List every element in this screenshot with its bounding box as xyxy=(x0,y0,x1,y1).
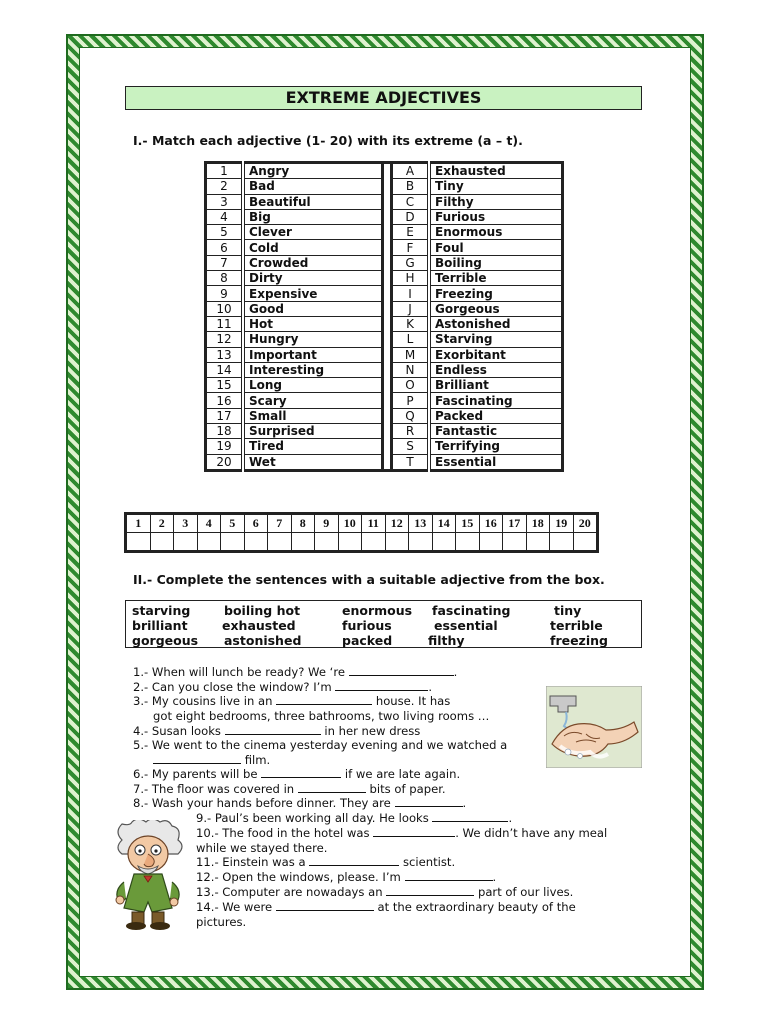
answer-grid-cell[interactable] xyxy=(150,533,174,552)
adjective-number: 20 xyxy=(206,454,244,470)
extreme-word: Enormous xyxy=(429,225,563,240)
extreme-word: Fascinating xyxy=(429,393,563,408)
extreme-word: Terrifying xyxy=(429,439,563,454)
matching-table xyxy=(204,161,564,472)
answer-grid-number: 12 xyxy=(385,514,409,533)
column-divider xyxy=(383,439,392,454)
word-box-item: filthy xyxy=(428,633,465,648)
column-divider xyxy=(383,424,392,439)
answer-blank[interactable] xyxy=(153,753,241,764)
extreme-word: Exorbitant xyxy=(429,347,563,362)
column-divider xyxy=(383,408,392,423)
matching-row xyxy=(206,408,563,423)
column-divider xyxy=(383,301,392,316)
adjective-number: 2 xyxy=(206,179,244,194)
extreme-word: Foul xyxy=(429,240,563,255)
matching-row xyxy=(206,209,563,224)
answer-blank[interactable] xyxy=(225,724,321,735)
sentence-1: 1.- When will lunch be ready? We ‘re . xyxy=(133,665,458,679)
answer-grid-cell[interactable] xyxy=(221,533,245,552)
answer-grid-cell[interactable] xyxy=(268,533,292,552)
word-box-item: starving xyxy=(132,603,191,618)
adjective-number: 14 xyxy=(206,362,244,377)
answer-grid-number: 10 xyxy=(338,514,362,533)
matching-row xyxy=(206,225,563,240)
answer-grid-number: 2 xyxy=(150,514,174,533)
adjective-number: 9 xyxy=(206,286,244,301)
adjective-number: 18 xyxy=(206,424,244,439)
answer-grid-number: 1 xyxy=(126,514,151,533)
extreme-letter: I xyxy=(392,286,430,301)
answer-grid-cell[interactable] xyxy=(291,533,315,552)
extreme-word: Gorgeous xyxy=(429,301,563,316)
answer-grid-number: 17 xyxy=(503,514,527,533)
column-divider xyxy=(383,362,392,377)
sentence-2: 2.- Can you close the window? I’m . xyxy=(133,680,433,694)
answer-grid-cell[interactable] xyxy=(503,533,527,552)
adjective-word: Tired xyxy=(243,439,383,454)
extreme-letter: C xyxy=(392,194,430,209)
adjective-word: Important xyxy=(243,347,383,362)
answer-grid-number: 4 xyxy=(197,514,221,533)
answer-blank[interactable] xyxy=(309,855,399,866)
answer-grid-number: 5 xyxy=(221,514,245,533)
adjective-word: Hungry xyxy=(243,332,383,347)
extreme-letter: T xyxy=(392,454,430,470)
extreme-letter: H xyxy=(392,271,430,286)
sentence-5: 5.- We went to the cinema yesterday evening and we watched a xyxy=(133,738,508,752)
extreme-word: Brilliant xyxy=(429,378,563,393)
column-divider xyxy=(383,209,392,224)
extreme-word: Starving xyxy=(429,332,563,347)
column-divider xyxy=(383,179,392,194)
extreme-letter: J xyxy=(392,301,430,316)
extreme-word: Fantastic xyxy=(429,424,563,439)
adjective-word: Dirty xyxy=(243,271,383,286)
adjective-word: Long xyxy=(243,378,383,393)
extreme-word: Freezing xyxy=(429,286,563,301)
answer-grid-number: 6 xyxy=(244,514,268,533)
matching-row xyxy=(206,362,563,377)
sentence-13: 13.- Computer are nowadays an part of our lives. xyxy=(196,885,574,899)
column-divider xyxy=(383,255,392,270)
adjective-word: Good xyxy=(243,301,383,316)
matching-row xyxy=(206,255,563,270)
adjective-word: Cold xyxy=(243,240,383,255)
sentence-10-continued: while we stayed there. xyxy=(196,841,328,855)
adjective-number: 5 xyxy=(206,225,244,240)
column-divider xyxy=(383,240,392,255)
column-divider xyxy=(383,163,392,179)
sentence-4: 4.- Susan looks in her new dress xyxy=(133,724,421,738)
matching-row xyxy=(206,163,563,179)
answer-grid-number: 14 xyxy=(432,514,456,533)
answer-grid-number: 11 xyxy=(362,514,386,533)
answer-grid-number: 13 xyxy=(409,514,433,533)
answer-grid-number: 9 xyxy=(315,514,339,533)
matching-row xyxy=(206,332,563,347)
matching-row xyxy=(206,393,563,408)
column-divider xyxy=(383,271,392,286)
adjective-number: 8 xyxy=(206,271,244,286)
answer-blank[interactable] xyxy=(298,782,366,793)
extreme-letter: D xyxy=(392,209,430,224)
answer-blank[interactable] xyxy=(373,826,455,837)
sentence-7: 7.- The floor was covered in bits of paper. xyxy=(133,782,446,796)
extreme-word: Astonished xyxy=(429,316,563,331)
column-divider xyxy=(383,316,392,331)
extreme-letter: N xyxy=(392,362,430,377)
answer-blank[interactable] xyxy=(405,870,493,881)
answer-grid-number: 20 xyxy=(573,514,598,533)
answer-grid-cell[interactable] xyxy=(432,533,456,552)
extreme-letter: M xyxy=(392,347,430,362)
extreme-word: Endless xyxy=(429,362,563,377)
answer-grid-cell[interactable] xyxy=(526,533,550,552)
adjective-number: 3 xyxy=(206,194,244,209)
adjective-word: Bad xyxy=(243,179,383,194)
extreme-word: Exhausted xyxy=(429,163,563,179)
extreme-letter: Q xyxy=(392,408,430,423)
sentence-6: 6.- My parents will be if we are late again. xyxy=(133,767,461,781)
answer-blank[interactable] xyxy=(335,680,428,691)
extreme-letter: G xyxy=(392,255,430,270)
matching-row xyxy=(206,301,563,316)
answer-grid-number: 15 xyxy=(456,514,480,533)
word-box-item: fascinating xyxy=(432,603,511,618)
adjective-number: 11 xyxy=(206,316,244,331)
answer-grid-cell[interactable] xyxy=(362,533,386,552)
einstein-cartoon-illustration xyxy=(110,820,188,932)
adjective-number: 10 xyxy=(206,301,244,316)
extreme-word: Tiny xyxy=(429,179,563,194)
column-divider xyxy=(383,194,392,209)
answer-grid-cell[interactable] xyxy=(573,533,598,552)
extreme-letter: B xyxy=(392,179,430,194)
adjective-number: 16 xyxy=(206,393,244,408)
answer-grid-cell[interactable] xyxy=(174,533,198,552)
adjective-number: 7 xyxy=(206,255,244,270)
answer-grid-number: 19 xyxy=(550,514,574,533)
word-box-item: exhausted xyxy=(222,618,296,633)
column-divider xyxy=(383,378,392,393)
adjective-number: 4 xyxy=(206,209,244,224)
answer-blank[interactable] xyxy=(432,811,508,822)
matching-row xyxy=(206,378,563,393)
column-divider xyxy=(383,225,392,240)
adjective-number: 12 xyxy=(206,332,244,347)
word-box-item: gorgeous xyxy=(132,633,199,648)
matching-row xyxy=(206,286,563,301)
word-box-item: enormous xyxy=(342,603,413,618)
sentence-14: 14.- We were at the extraordinary beauty of the xyxy=(196,900,576,914)
extreme-word: Furious xyxy=(429,209,563,224)
word-box-item: brilliant xyxy=(132,618,188,633)
word-box xyxy=(125,600,642,648)
answer-grid-cell[interactable] xyxy=(315,533,339,552)
adjective-number: 17 xyxy=(206,408,244,423)
extreme-word: Essential xyxy=(429,454,563,470)
word-box-item: freezing xyxy=(550,633,608,648)
adjective-word: Expensive xyxy=(243,286,383,301)
adjective-word: Hot xyxy=(243,316,383,331)
adjective-number: 15 xyxy=(206,378,244,393)
hand-washing-illustration xyxy=(546,686,642,768)
answer-blank[interactable] xyxy=(276,694,372,705)
answer-grid-cell[interactable] xyxy=(244,533,268,552)
sentence-3-continued: got eight bedrooms, three bathrooms, two living rooms … xyxy=(153,709,490,723)
column-divider xyxy=(383,393,392,408)
adjective-word: Surprised xyxy=(243,424,383,439)
extreme-word: Packed xyxy=(429,408,563,423)
answer-grid-number: 16 xyxy=(479,514,503,533)
sentence-11: 11.- Einstein was a scientist. xyxy=(196,855,456,869)
adjective-number: 13 xyxy=(206,347,244,362)
answer-blank[interactable] xyxy=(386,885,474,896)
extreme-letter: A xyxy=(392,163,430,179)
answer-grid-number: 7 xyxy=(268,514,292,533)
matching-row xyxy=(206,316,563,331)
column-divider xyxy=(383,454,392,470)
adjective-word: Wet xyxy=(243,454,383,470)
extreme-letter: S xyxy=(392,439,430,454)
word-box-item: essential xyxy=(434,618,498,633)
extreme-letter: R xyxy=(392,424,430,439)
extreme-letter: F xyxy=(392,240,430,255)
answer-grid-cell[interactable] xyxy=(409,533,433,552)
word-box-item: tiny xyxy=(554,603,582,618)
sentence-8: 8.- Wash your hands before dinner. They are . xyxy=(133,796,467,810)
answer-grid-cell[interactable] xyxy=(197,533,221,552)
section2-heading: II.- Complete the sentences with a suitable adjective from the box. xyxy=(133,572,605,587)
adjective-word: Crowded xyxy=(243,255,383,270)
answer-grid-number: 8 xyxy=(291,514,315,533)
word-box-item: boiling hot xyxy=(224,603,301,618)
extreme-letter: L xyxy=(392,332,430,347)
answer-blank[interactable] xyxy=(276,900,374,911)
adjective-word: Angry xyxy=(243,163,383,179)
matching-row xyxy=(206,179,563,194)
matching-row xyxy=(206,454,563,470)
matching-row xyxy=(206,347,563,362)
sentence-12: 12.- Open the windows, please. I’m . xyxy=(196,870,497,884)
adjective-number: 6 xyxy=(206,240,244,255)
answer-blank[interactable] xyxy=(261,767,341,778)
matching-row xyxy=(206,194,563,209)
extreme-letter: O xyxy=(392,378,430,393)
adjective-number: 1 xyxy=(206,163,244,179)
word-box-item: astonished xyxy=(224,633,302,648)
word-box-item: packed xyxy=(342,633,393,648)
worksheet-title: EXTREME ADJECTIVES xyxy=(125,86,642,110)
sentence-9: 9.- Paul’s been working all day. He looks . xyxy=(196,811,513,825)
adjective-word: Small xyxy=(243,408,383,423)
answer-grid-number: 3 xyxy=(174,514,198,533)
answer-blank[interactable] xyxy=(395,796,463,807)
column-divider xyxy=(383,286,392,301)
column-divider xyxy=(383,347,392,362)
sentence-3: 3.- My cousins live in an house. It has xyxy=(133,694,451,708)
answer-grid-cell[interactable] xyxy=(479,533,503,552)
adjective-word: Clever xyxy=(243,225,383,240)
extreme-word: Filthy xyxy=(429,194,563,209)
matching-row xyxy=(206,439,563,454)
matching-row xyxy=(206,271,563,286)
adjective-word: Scary xyxy=(243,393,383,408)
word-box-item: terrible xyxy=(550,618,603,633)
adjective-word: Beautiful xyxy=(243,194,383,209)
extreme-word: Terrible xyxy=(429,271,563,286)
answer-grid-cell[interactable] xyxy=(456,533,480,552)
section1-heading: I.- Match each adjective (1- 20) with its extreme (a – t). xyxy=(133,133,523,148)
column-divider xyxy=(383,332,392,347)
matching-row xyxy=(206,240,563,255)
extreme-letter: E xyxy=(392,225,430,240)
adjective-number: 19 xyxy=(206,439,244,454)
adjective-word: Big xyxy=(243,209,383,224)
answer-grid-cell[interactable] xyxy=(550,533,574,552)
sentence-10: 10.- The food in the hotel was . We didn’t have any meal xyxy=(196,826,608,840)
extreme-letter: K xyxy=(392,316,430,331)
answer-grid-number: 18 xyxy=(526,514,550,533)
answer-grid-cell[interactable] xyxy=(338,533,362,552)
sentence-5-continued: film. xyxy=(153,753,270,767)
answer-blank[interactable] xyxy=(349,665,454,676)
matching-row xyxy=(206,424,563,439)
sentence-14-continued: pictures. xyxy=(196,915,247,929)
extreme-letter: P xyxy=(392,393,430,408)
word-box-item: furious xyxy=(342,618,392,633)
extreme-word: Boiling xyxy=(429,255,563,270)
answer-grid-cell[interactable] xyxy=(385,533,409,552)
answer-grid xyxy=(124,512,599,553)
answer-grid-cell[interactable] xyxy=(126,533,151,552)
adjective-word: Interesting xyxy=(243,362,383,377)
